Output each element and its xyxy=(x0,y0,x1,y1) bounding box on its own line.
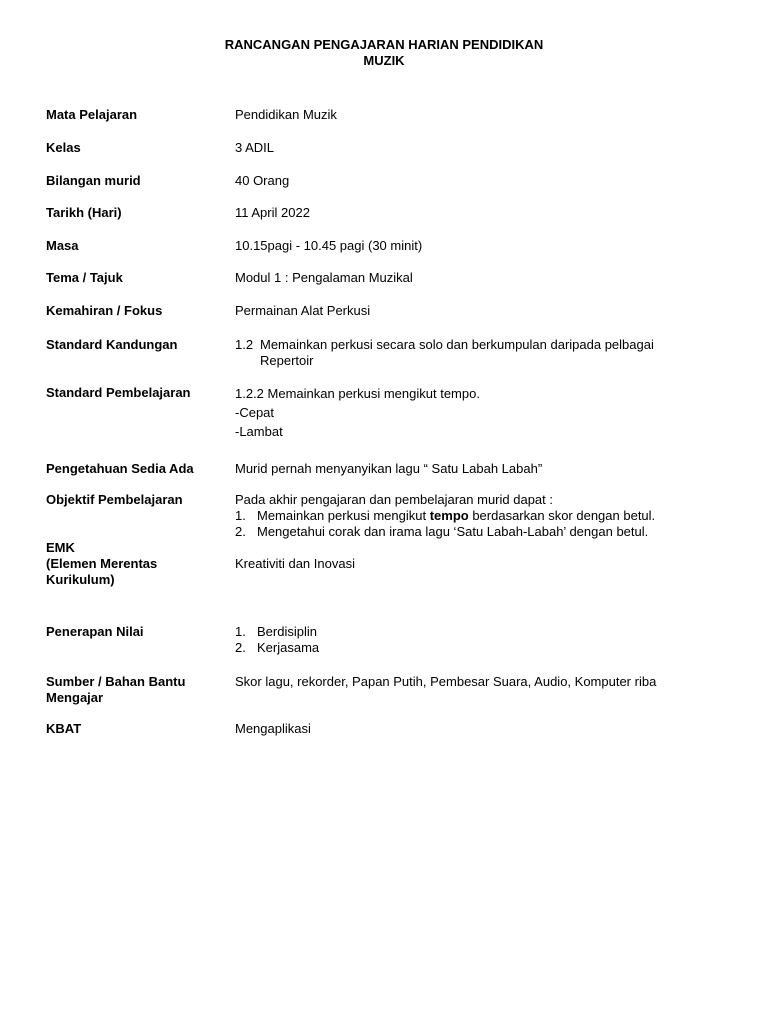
value-mata-pelajaran: Pendidikan Muzik xyxy=(235,107,337,122)
nilai-item xyxy=(235,640,735,656)
value-kelas: 3 ADIL xyxy=(235,140,275,155)
label-sumber-line: Mengajar xyxy=(46,690,104,705)
value-sumber: Skor lagu, rekorder, Papan Putih, Pembesar Suara, Audio, Komputer riba xyxy=(235,674,657,689)
value-emk: Kreativiti dan Inovasi xyxy=(235,556,355,571)
objektif-item-text-pre: Memainkan perkusi mengikut xyxy=(257,508,430,523)
nilai-item-number: 1. xyxy=(235,624,246,639)
objektif-item-number: 1. xyxy=(235,508,246,523)
label-bilangan-murid: Bilangan murid xyxy=(46,173,141,188)
title-line-2: MUZIK xyxy=(363,53,405,68)
nilai-item xyxy=(235,624,735,640)
label-masa: Masa xyxy=(46,238,79,253)
label-emk xyxy=(46,540,231,588)
objektif-item-text: Mengetahui corak dan irama lagu ‘Satu Labah-Labah’ dengan betul. xyxy=(257,524,649,539)
label-penerapan-nilai: Penerapan Nilai xyxy=(46,624,144,639)
label-emk-line: EMK xyxy=(46,540,75,555)
objektif-item-text-post: berdasarkan skor dengan betul. xyxy=(468,508,656,523)
label-sumber-line: Sumber / Bahan Bantu xyxy=(46,674,186,689)
value-standard-pembelajaran xyxy=(235,384,735,441)
label-pengetahuan: Pengetahuan Sedia Ada xyxy=(46,461,194,476)
nilai-item-number: 2. xyxy=(235,640,246,655)
label-emk-line: (Elemen Merentas xyxy=(46,556,158,571)
label-kbat: KBAT xyxy=(46,721,82,736)
value-standard-kandungan xyxy=(235,337,735,369)
objektif-item-number: 2. xyxy=(235,524,246,539)
value-pengetahuan: Murid pernah menyanyikan lagu “ Satu Labah Labah” xyxy=(235,461,543,476)
value-tarikh: 11 April 2022 xyxy=(235,205,310,220)
label-objektif: Objektif Pembelajaran xyxy=(46,492,183,507)
value-kemahiran: Permainan Alat Perkusi xyxy=(235,303,371,318)
value-penerapan-nilai xyxy=(235,624,735,656)
standard-pembelajaran-line: -Lambat xyxy=(235,424,283,439)
value-objektif xyxy=(235,492,735,540)
nilai-item-text: Berdisiplin xyxy=(257,624,317,639)
objektif-item-bold: tempo xyxy=(429,508,469,523)
label-standard-pembelajaran: Standard Pembelajaran xyxy=(46,385,191,400)
label-kemahiran: Kemahiran / Fokus xyxy=(46,303,163,318)
value-masa: 10.15pagi - 10.45 pagi (30 minit) xyxy=(235,238,423,253)
objektif-item xyxy=(235,508,735,524)
objektif-item xyxy=(235,524,735,540)
objektif-intro: Pada akhir pengajaran dan pembelajaran murid dapat : xyxy=(235,492,553,507)
value-bilangan-murid: 40 Orang xyxy=(235,173,290,188)
value-tema: Modul 1 : Pengalaman Muzikal xyxy=(235,270,413,285)
label-mata-pelajaran: Mata Pelajaran xyxy=(46,107,138,122)
standard-pembelajaran-line: -Cepat xyxy=(235,405,275,420)
nilai-item-text: Kerjasama xyxy=(257,640,320,655)
standard-kandungan-text: Memainkan perkusi secara solo dan berkumpulan daripada pelbagai Repertoir xyxy=(260,337,654,368)
label-tarikh: Tarikh (Hari) xyxy=(46,205,122,220)
label-standard-kandungan: Standard Kandungan xyxy=(46,337,178,352)
label-kelas: Kelas xyxy=(46,140,81,155)
standard-pembelajaran-line: 1.2.2 Memainkan perkusi mengikut tempo. xyxy=(235,386,480,401)
document-title xyxy=(0,37,768,69)
label-sumber xyxy=(46,674,231,706)
label-tema: Tema / Tajuk xyxy=(46,270,123,285)
standard-kandungan-number: 1.2 xyxy=(235,337,254,352)
value-kbat: Mengaplikasi xyxy=(235,721,311,736)
title-line-1: RANCANGAN PENGAJARAN HARIAN PENDIDIKAN xyxy=(224,37,544,52)
label-emk-line: Kurikulum) xyxy=(46,572,115,587)
standard-kandungan-item xyxy=(235,337,735,369)
